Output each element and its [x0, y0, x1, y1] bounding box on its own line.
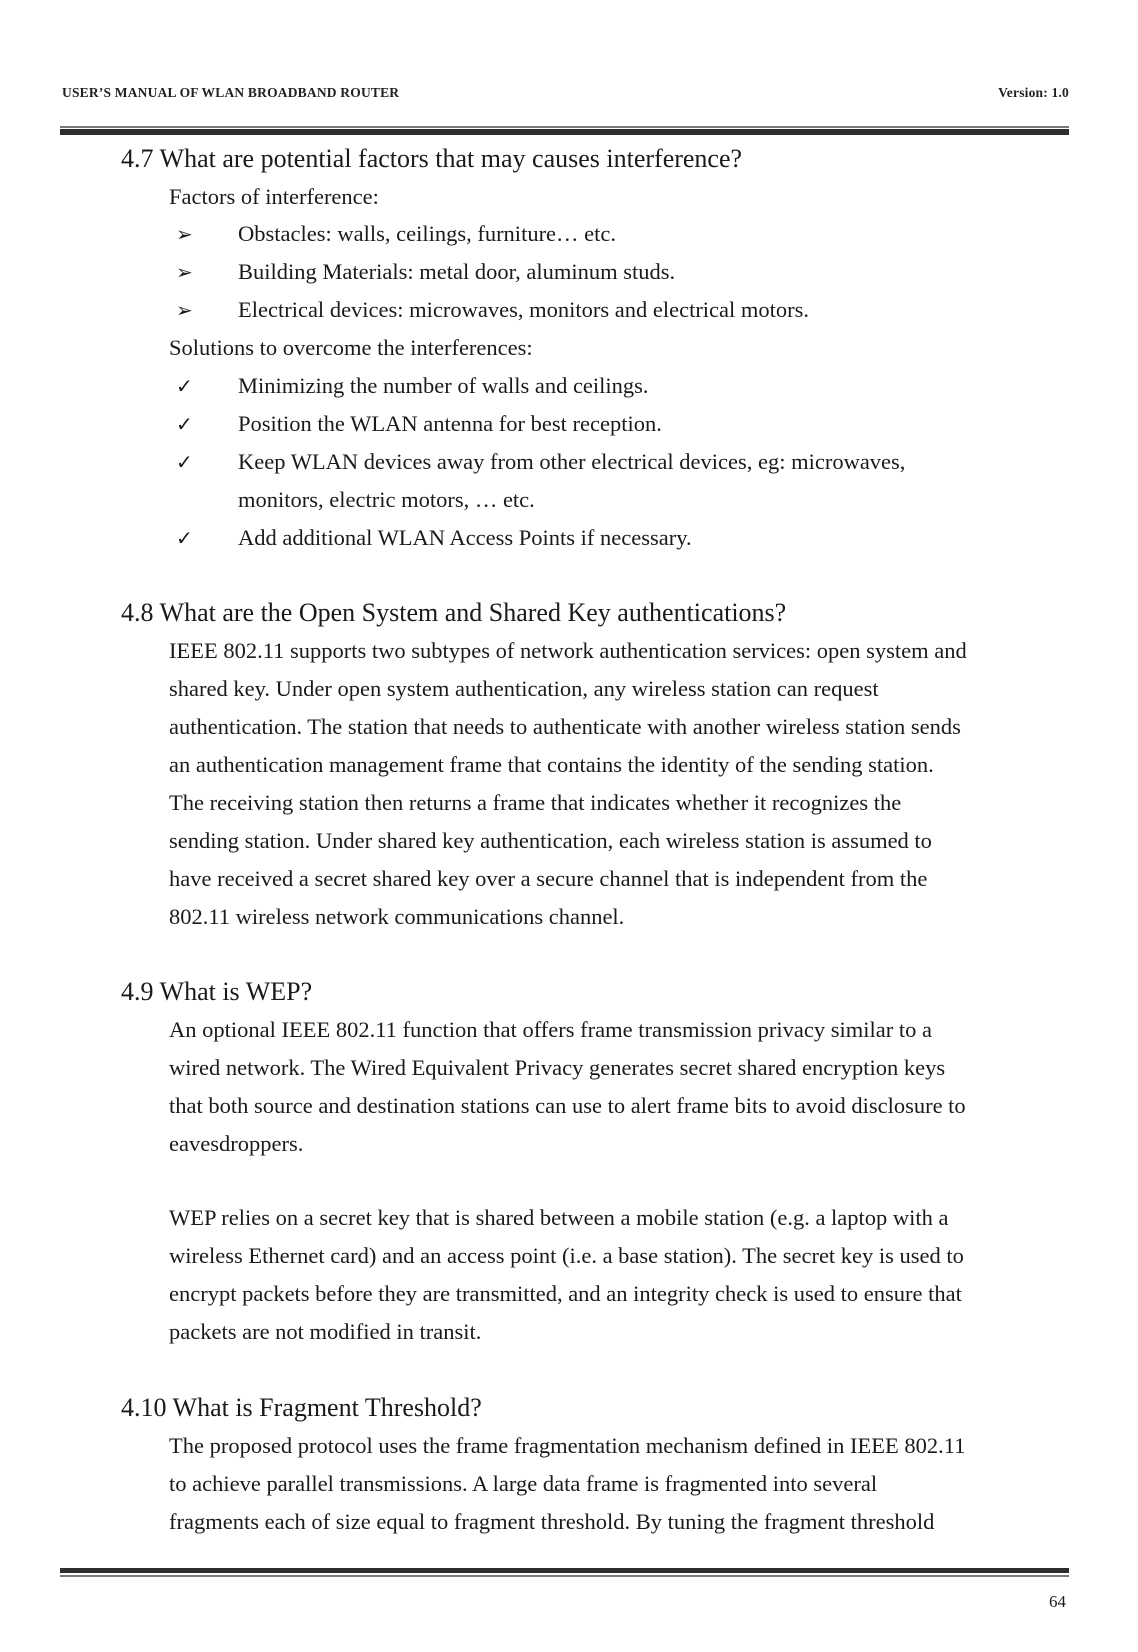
- paragraph-line: wireless Ethernet card) and an access point (i.e. a base station). The secret key is used to: [169, 1243, 964, 1268]
- paragraph-line: fragments each of size equal to fragment threshold. By tuning the fragment threshold: [169, 1509, 935, 1534]
- footer-rule-thin: [60, 1575, 1069, 1577]
- section-4-10-heading: [121, 1393, 482, 1423]
- paragraph-line: an authentication management frame that contains the identity of the sending station.: [169, 752, 934, 777]
- arrow-bullet-icon: ➢: [176, 260, 193, 284]
- section-title: What are potential factors that may causes interference?: [159, 144, 743, 173]
- paragraph-line: An optional IEEE 802.11 function that offers frame transmission privacy similar to a: [169, 1017, 932, 1042]
- section-4-8-heading: [121, 598, 786, 628]
- footer-rule-thick: [60, 1568, 1069, 1573]
- list-item: Electrical devices: microwaves, monitors and electrical motors.: [238, 297, 810, 322]
- section-title: What is Fragment Threshold?: [172, 1393, 482, 1422]
- page-number: 64: [1049, 1592, 1066, 1611]
- paragraph-line: 802.11 wireless network communications channel.: [169, 904, 625, 929]
- paragraph-line: The proposed protocol uses the frame fragmentation mechanism defined in IEEE 802.11: [169, 1433, 966, 1458]
- header-rule-thin: [60, 126, 1069, 128]
- arrow-bullet-icon: ➢: [176, 298, 193, 322]
- paragraph-line: encrypt packets before they are transmitted, and an integrity check is used to ensure that: [169, 1281, 962, 1306]
- section-title: What is WEP?: [159, 977, 313, 1006]
- list-item: Add additional WLAN Access Points if necessary.: [238, 525, 692, 550]
- list-item-continuation: monitors, electric motors, … etc.: [238, 487, 535, 512]
- paragraph-line: to achieve parallel transmissions. A large data frame is fragmented into several: [169, 1471, 878, 1496]
- paragraph-line: packets are not modified in transit.: [169, 1319, 482, 1344]
- checkmark-icon: ✓: [176, 374, 193, 398]
- arrow-bullet-icon: ➢: [176, 222, 193, 246]
- paragraph-line: authentication. The station that needs to authenticate with another wireless station sends: [169, 714, 961, 739]
- paragraph-line: sending station. Under shared key authentication, each wireless station is assumed to: [169, 828, 932, 853]
- paragraph-line: have received a secret shared key over a secure channel that is independent from the: [169, 866, 928, 891]
- running-header-title: USER’S MANUAL OF WLAN BROADBAND ROUTER: [62, 85, 400, 100]
- section-number: 4.8: [121, 598, 154, 627]
- list-item: Minimizing the number of walls and ceilings.: [238, 373, 649, 398]
- paragraph-line: The receiving station then returns a frame that indicates whether it recognizes the: [169, 790, 902, 815]
- section-number: 4.10: [121, 1393, 167, 1422]
- header-rule-thick: [60, 129, 1069, 135]
- factors-intro: Factors of interference:: [169, 184, 379, 209]
- paragraph-line: that both source and destination stations can use to alert frame bits to avoid disclosure to: [169, 1093, 966, 1118]
- checkmark-icon: ✓: [176, 450, 193, 474]
- solutions-intro: Solutions to overcome the interferences:: [169, 335, 533, 360]
- paragraph-line: shared key. Under open system authentication, any wireless station can request: [169, 676, 879, 701]
- list-item: Building Materials: metal door, aluminum studs.: [238, 259, 676, 284]
- section-number: 4.7: [121, 144, 154, 173]
- paragraph-line: IEEE 802.11 supports two subtypes of network authentication services: open system and: [169, 638, 967, 663]
- running-header-version: Version: 1.0: [998, 85, 1069, 100]
- section-4-9-heading: [121, 977, 312, 1007]
- checkmark-icon: ✓: [176, 526, 193, 550]
- list-item: Obstacles: walls, ceilings, furniture… etc.: [238, 221, 617, 246]
- paragraph-line: eavesdroppers.: [169, 1131, 304, 1156]
- paragraph-line: WEP relies on a secret key that is shared between a mobile station (e.g. a laptop with a: [169, 1205, 949, 1230]
- list-item: Keep WLAN devices away from other electrical devices, eg: microwaves,: [238, 449, 906, 474]
- section-title: What are the Open System and Shared Key authentications?: [159, 598, 787, 627]
- paragraph-line: wired network. The Wired Equivalent Privacy generates secret shared encryption keys: [169, 1055, 946, 1080]
- list-item: Position the WLAN antenna for best reception.: [238, 411, 662, 436]
- checkmark-icon: ✓: [176, 412, 193, 436]
- section-4-7-heading: [121, 144, 742, 174]
- section-number: 4.9: [121, 977, 154, 1006]
